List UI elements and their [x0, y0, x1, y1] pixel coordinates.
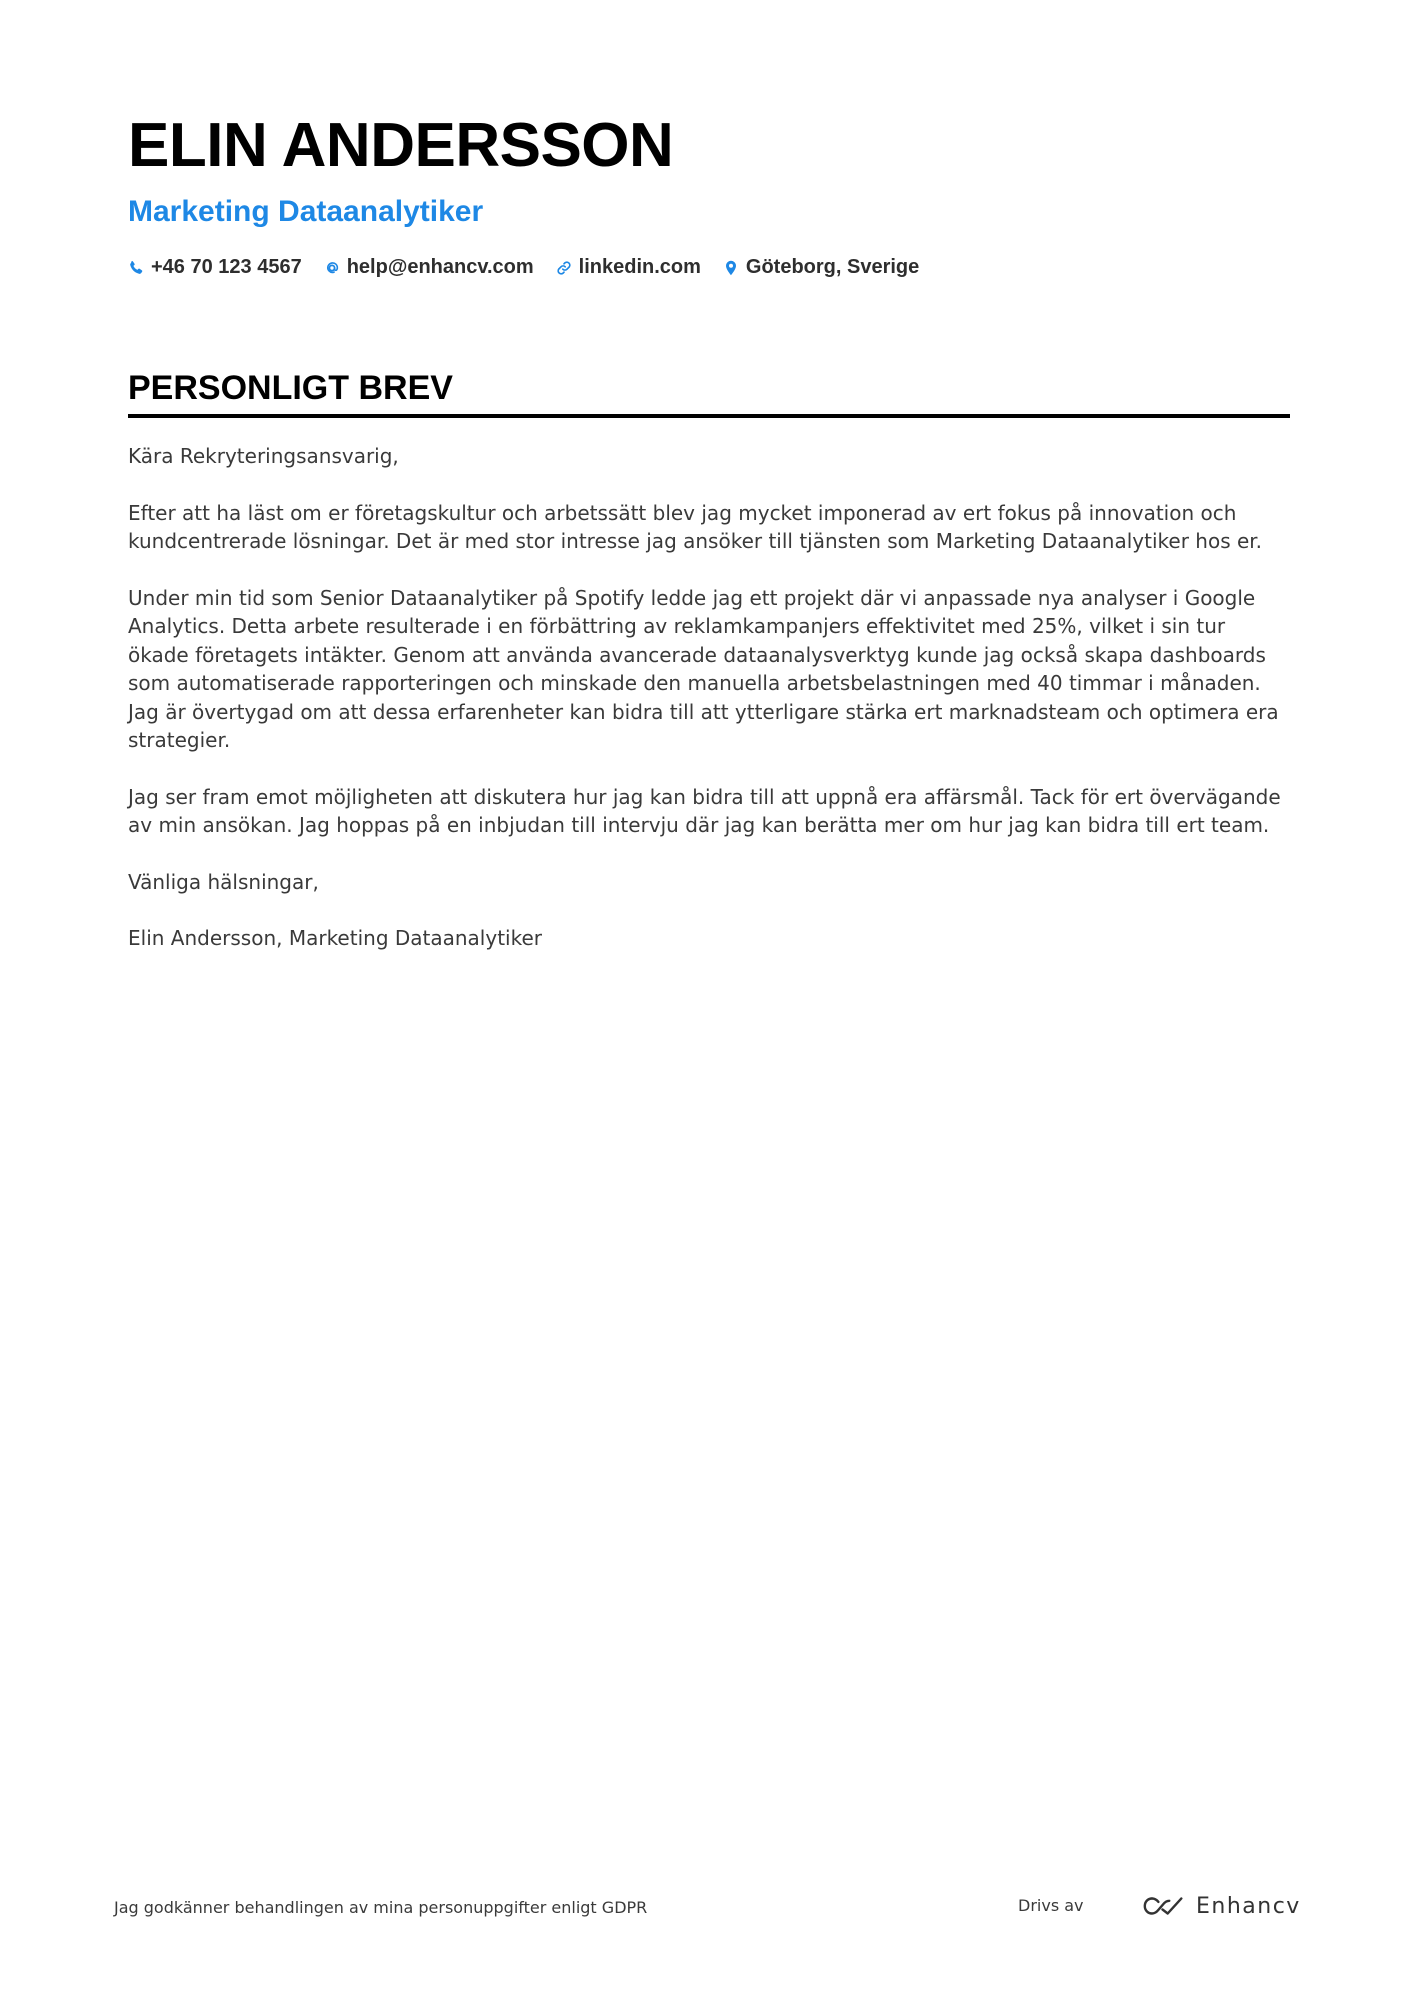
contact-email-text[interactable]: help@enhancv.com — [346, 256, 534, 278]
contact-phone-text: +46 70 123 4567 — [151, 256, 302, 278]
map-pin-icon — [723, 259, 739, 277]
contact-location-text: Göteborg, Sverige — [745, 256, 920, 278]
footer — [114, 1890, 1301, 1930]
enhancv-brand-name[interactable]: Enhancv — [1196, 1893, 1301, 1919]
letter-paragraph: Efter att ha läst om er företagskultur och arbetssätt blev jag mycket imponerad av ert fokus på innovation och kundcentrerade lösningar. Det är med stor intresse jag ansöker till tjänsten som Marketing Dataanalytiker hos er. — [128, 500, 1263, 553]
letter-body — [128, 442, 1290, 953]
at-icon — [324, 259, 340, 277]
letter-closing: Vänliga hälsningar, — [128, 869, 319, 894]
contact-linkedin[interactable] — [556, 256, 701, 279]
gdpr-consent: Jag godkänner behandlingen av mina personuppgifter enligt GDPR — [114, 1898, 648, 1917]
contact-list — [128, 256, 1290, 279]
header — [128, 108, 1290, 279]
letter-greeting: Kära Rekryteringsansvarig, — [128, 444, 399, 468]
candidate-name: ELIN ANDERSSON — [128, 111, 674, 180]
contact-location — [723, 256, 919, 279]
phone-icon — [128, 259, 144, 277]
letter-signature: Elin Andersson, Marketing Dataanalytiker — [128, 926, 542, 950]
section-title: PERSONLIGT BREV — [128, 366, 1290, 418]
letter-paragraph: Jag ser fram emot möjligheten att diskutera hur jag kan bidra till att uppnå era affärsmål. Tack för ert övervägande av min ansökan. Jag hoppas på en inbjudan till intervju där jag kan berätta mer om hur jag kan bidra till ert team. — [128, 784, 1281, 837]
contact-linkedin-text[interactable]: linkedin.com — [578, 256, 701, 278]
candidate-role: Marketing Dataanalytiker — [128, 195, 484, 228]
link-icon — [556, 259, 572, 277]
letter-section — [128, 366, 1290, 981]
powered-by-label: Drivs av — [1018, 1896, 1084, 1915]
enhancv-logo-icon — [1140, 1893, 1186, 1919]
enhancv-brand[interactable] — [1140, 1890, 1301, 1922]
contact-email[interactable] — [324, 256, 534, 279]
letter-paragraph: Under min tid som Senior Dataanalytiker på Spotify ledde jag ett projekt där vi anpassade nya analyser i Google Analytics. Detta arbete resulterade i en förbättring av reklamkampanjers effektivitet med 25%, vilket i sin tur ökade företagets intäkter. Genom att använda avancerade dataanalysverktyg kunde jag också skapa dashboards som automatiserade rapporteringen och minskade den manuella arbetsbelastningen med 40 timmar i månaden. Jag är övertygad om att dessa erfarenheter kan bidra till att ytterligare stärka ert marknadsteam och optimera era strategier. — [128, 585, 1279, 752]
contact-phone — [128, 256, 302, 279]
